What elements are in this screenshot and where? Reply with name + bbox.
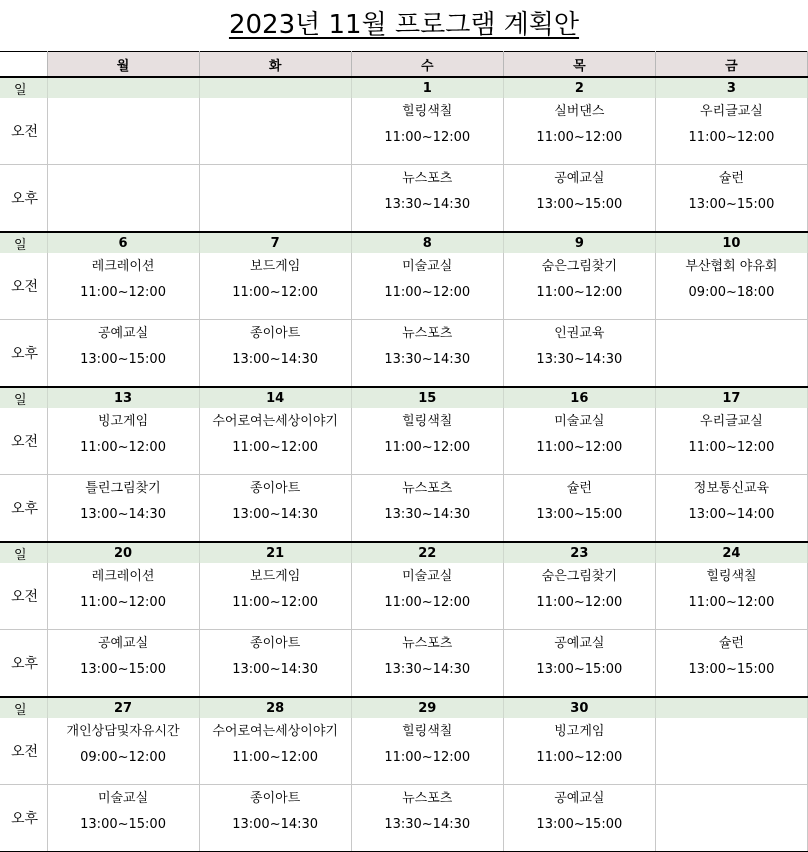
- program-time: 13:30~14:30: [384, 662, 471, 677]
- program-name: [48, 165, 199, 197]
- sunday-label: 일: [0, 232, 47, 253]
- am-label: 오전: [0, 408, 47, 475]
- program-cell: [351, 630, 503, 698]
- date-wed: 8: [351, 232, 503, 253]
- program-name: 힐링색칠: [402, 414, 453, 429]
- program-time: 13:00~15:00: [536, 507, 623, 522]
- date-mon: 27: [47, 697, 199, 718]
- program-cell: [503, 165, 655, 233]
- program-cell: [655, 785, 807, 852]
- sunday-label: 일: [0, 77, 47, 98]
- week-2-date-row: [0, 232, 808, 253]
- program-name: [656, 718, 807, 750]
- program-time: 13:00~15:00: [80, 352, 166, 367]
- program-name: 미술교실: [97, 791, 149, 806]
- date-mon: 6: [47, 232, 199, 253]
- weekday-header-mon: 월: [47, 52, 199, 78]
- program-cell: [351, 408, 503, 475]
- week-4-am-row: [0, 563, 808, 630]
- program-name: 정보통신교육: [693, 481, 770, 496]
- program-time: 13:30~14:30: [384, 197, 471, 212]
- page-title-text: 2023년 11월 프로그램 계획안: [228, 10, 580, 40]
- program-time: 13:00~15:00: [688, 197, 775, 212]
- date-thu: 16: [503, 387, 655, 408]
- program-time: 11:00~12:00: [536, 440, 623, 455]
- week-1-am-row: [0, 98, 808, 165]
- week-3-am-row: [0, 408, 808, 475]
- program-cell: [199, 320, 351, 388]
- date-fri: 17: [655, 387, 807, 408]
- header-corner: [0, 52, 47, 78]
- sunday-label: 일: [0, 542, 47, 563]
- program-name: 실버댄스: [554, 104, 605, 119]
- program-time: 13:00~14:30: [232, 662, 319, 677]
- program-time: 09:00~12:00: [80, 750, 166, 765]
- program-name: 공예교실: [554, 791, 605, 806]
- program-cell: [199, 475, 351, 543]
- program-time: 13:00~15:00: [536, 662, 623, 677]
- program-name: 공예교실: [554, 171, 605, 186]
- program-name: 숨은그림찾기: [541, 569, 618, 584]
- program-time: 11:00~12:00: [384, 285, 471, 300]
- sunday-label: 일: [0, 697, 47, 718]
- program-time: 13:30~14:30: [536, 352, 623, 367]
- program-name: 슐런: [718, 636, 744, 651]
- program-cell: [351, 165, 503, 233]
- program-time: 11:00~12:00: [80, 440, 166, 455]
- weekday-header-tue: 화: [199, 52, 351, 78]
- program-cell: [503, 630, 655, 698]
- program-time: 13:00~15:00: [536, 197, 623, 212]
- program-time: 13:00~14:00: [688, 507, 775, 522]
- week-3-date-row: [0, 387, 808, 408]
- program-cell: [199, 630, 351, 698]
- program-name: 보드게임: [250, 259, 301, 274]
- date-tue: 21: [199, 542, 351, 563]
- week-1-date-row: [0, 77, 808, 98]
- program-time: 11:00~12:00: [384, 750, 471, 765]
- program-cell: [47, 253, 199, 320]
- week-5-am-row: [0, 718, 808, 785]
- program-time: 09:00~18:00: [688, 285, 775, 300]
- program-name: 수어로여는세상이야기: [212, 414, 338, 429]
- program-name: 종이아트: [250, 481, 301, 496]
- program-cell: [199, 785, 351, 852]
- program-name: 인권교육: [554, 326, 605, 341]
- weekday-header-wed: 수: [351, 52, 503, 78]
- program-name: 빙고게임: [97, 414, 149, 429]
- program-cell: [351, 475, 503, 543]
- program-name: 뉴스포츠: [402, 481, 453, 496]
- program-name: 공예교실: [97, 636, 149, 651]
- program-time: 11:00~12:00: [536, 285, 623, 300]
- program-cell: [199, 253, 351, 320]
- program-time: 13:00~15:00: [80, 817, 166, 832]
- date-fri: 10: [655, 232, 807, 253]
- pm-label: 오후: [0, 630, 47, 698]
- program-name: 우리글교실: [700, 104, 763, 119]
- date-tue: 14: [199, 387, 351, 408]
- program-cell: [199, 563, 351, 630]
- program-time: 11:00~12:00: [384, 130, 471, 145]
- program-cell: [199, 165, 351, 233]
- program-cell: [199, 98, 351, 165]
- program-cell: [655, 320, 807, 388]
- date-thu: 9: [503, 232, 655, 253]
- program-name: 미술교실: [402, 569, 453, 584]
- program-time: 11:00~12:00: [688, 130, 775, 145]
- program-cell: [47, 475, 199, 543]
- program-cell: [503, 475, 655, 543]
- week-4-date-row: [0, 542, 808, 563]
- program-time: 13:00~14:30: [232, 352, 319, 367]
- date-tue: [199, 77, 351, 98]
- program-cell: [503, 785, 655, 852]
- program-name: 미술교실: [402, 259, 453, 274]
- date-wed: 15: [351, 387, 503, 408]
- program-time: 13:30~14:30: [384, 817, 471, 832]
- program-name: 보드게임: [250, 569, 301, 584]
- program-name: [200, 165, 351, 197]
- am-label: 오전: [0, 253, 47, 320]
- program-name: 우리글교실: [700, 414, 763, 429]
- program-name: 슐런: [566, 481, 592, 496]
- program-time: 13:00~14:30: [232, 507, 319, 522]
- program-name: 뉴스포츠: [402, 171, 453, 186]
- program-cell: [351, 98, 503, 165]
- pm-label: 오후: [0, 785, 47, 852]
- program-cell: [47, 563, 199, 630]
- program-name: 수어로여는세상이야기: [212, 724, 338, 739]
- date-wed: 1: [351, 77, 503, 98]
- program-cell: [47, 165, 199, 233]
- program-cell: [655, 408, 807, 475]
- program-name: [48, 98, 199, 130]
- date-thu: 30: [503, 697, 655, 718]
- program-cell: [47, 785, 199, 852]
- program-cell: [351, 785, 503, 852]
- week-2-pm-row: [0, 320, 808, 388]
- page-title: [0, 8, 808, 42]
- program-time: 13:00~15:00: [536, 817, 623, 832]
- date-mon: 13: [47, 387, 199, 408]
- date-wed: 29: [351, 697, 503, 718]
- week-5-pm-row: [0, 785, 808, 852]
- program-name: 레크레이션: [91, 569, 155, 584]
- program-name: 종이아트: [250, 636, 301, 651]
- am-label: 오전: [0, 718, 47, 785]
- weekday-header-fri: 금: [655, 52, 807, 78]
- date-thu: 2: [503, 77, 655, 98]
- pm-label: 오후: [0, 320, 47, 388]
- program-time: 11:00~12:00: [80, 595, 166, 610]
- program-calendar: [0, 51, 808, 852]
- program-time: 11:00~12:00: [232, 285, 319, 300]
- program-time: 13:00~15:00: [688, 662, 775, 677]
- program-name: 공예교실: [554, 636, 605, 651]
- program-cell: [655, 475, 807, 543]
- program-name: 힐링색칠: [706, 569, 757, 584]
- program-name: 뉴스포츠: [402, 326, 453, 341]
- program-cell: [47, 408, 199, 475]
- am-label: 오전: [0, 563, 47, 630]
- program-time: 13:00~14:30: [232, 817, 319, 832]
- program-cell: [655, 98, 807, 165]
- program-cell: [503, 98, 655, 165]
- program-cell: [655, 630, 807, 698]
- program-time: 11:00~12:00: [536, 595, 623, 610]
- weekday-header-thu: 목: [503, 52, 655, 78]
- program-cell: [351, 320, 503, 388]
- program-name: 힐링색칠: [402, 104, 453, 119]
- program-time: 11:00~12:00: [80, 285, 166, 300]
- date-tue: 7: [199, 232, 351, 253]
- program-name: [656, 785, 807, 817]
- program-time: 13:00~14:30: [80, 507, 166, 522]
- program-cell: [503, 253, 655, 320]
- program-cell: [503, 408, 655, 475]
- date-mon: 20: [47, 542, 199, 563]
- program-name: 공예교실: [97, 326, 149, 341]
- program-time: 11:00~12:00: [232, 750, 319, 765]
- program-cell: [351, 253, 503, 320]
- date-tue: 28: [199, 697, 351, 718]
- program-cell: [655, 563, 807, 630]
- pm-label: 오후: [0, 165, 47, 233]
- program-time: 11:00~12:00: [688, 595, 775, 610]
- program-name: 부산협회 야유회: [685, 259, 778, 274]
- program-time: 13:00~15:00: [80, 662, 166, 677]
- program-cell: [47, 718, 199, 785]
- program-time: 11:00~12:00: [384, 595, 471, 610]
- program-cell: [351, 563, 503, 630]
- program-time: 11:00~12:00: [232, 595, 319, 610]
- weekday-header-row: [0, 52, 808, 78]
- program-name: [200, 98, 351, 130]
- program-name: 종이아트: [250, 326, 301, 341]
- program-name: 힐링색칠: [402, 724, 453, 739]
- program-cell: [199, 408, 351, 475]
- program-cell: [351, 718, 503, 785]
- program-time: 13:30~14:30: [384, 507, 471, 522]
- program-cell: [655, 165, 807, 233]
- program-name: 개인상담및자유시간: [66, 724, 180, 739]
- program-time: 11:00~12:00: [232, 440, 319, 455]
- program-name: 레크레이션: [91, 259, 155, 274]
- date-fri: 3: [655, 77, 807, 98]
- program-name: 숨은그림찾기: [541, 259, 618, 274]
- program-name: [656, 320, 807, 352]
- program-name: 뉴스포츠: [402, 636, 453, 651]
- am-label: 오전: [0, 98, 47, 165]
- program-cell: [655, 253, 807, 320]
- program-cell: [503, 718, 655, 785]
- program-name: 빙고게임: [554, 724, 605, 739]
- program-cell: [655, 718, 807, 785]
- program-cell: [47, 98, 199, 165]
- week-4-pm-row: [0, 630, 808, 698]
- program-cell: [47, 630, 199, 698]
- date-thu: 23: [503, 542, 655, 563]
- week-1-pm-row: [0, 165, 808, 233]
- date-wed: 22: [351, 542, 503, 563]
- program-time: 11:00~12:00: [536, 750, 623, 765]
- pm-label: 오후: [0, 475, 47, 543]
- date-fri: [655, 697, 807, 718]
- week-5-date-row: [0, 697, 808, 718]
- program-cell: [199, 718, 351, 785]
- program-cell: [503, 563, 655, 630]
- program-name: 종이아트: [250, 791, 301, 806]
- program-time: 11:00~12:00: [384, 440, 471, 455]
- date-mon: [47, 77, 199, 98]
- program-time: 13:30~14:30: [384, 352, 471, 367]
- program-time: 11:00~12:00: [536, 130, 623, 145]
- program-cell: [503, 320, 655, 388]
- date-fri: 24: [655, 542, 807, 563]
- program-name: 미술교실: [554, 414, 605, 429]
- week-3-pm-row: [0, 475, 808, 543]
- sunday-label: 일: [0, 387, 47, 408]
- program-name: 뉴스포츠: [402, 791, 453, 806]
- program-cell: [47, 320, 199, 388]
- program-name: 틀린그림찾기: [85, 481, 161, 496]
- week-2-am-row: [0, 253, 808, 320]
- program-name: 슐런: [718, 171, 744, 186]
- program-time: 11:00~12:00: [688, 440, 775, 455]
